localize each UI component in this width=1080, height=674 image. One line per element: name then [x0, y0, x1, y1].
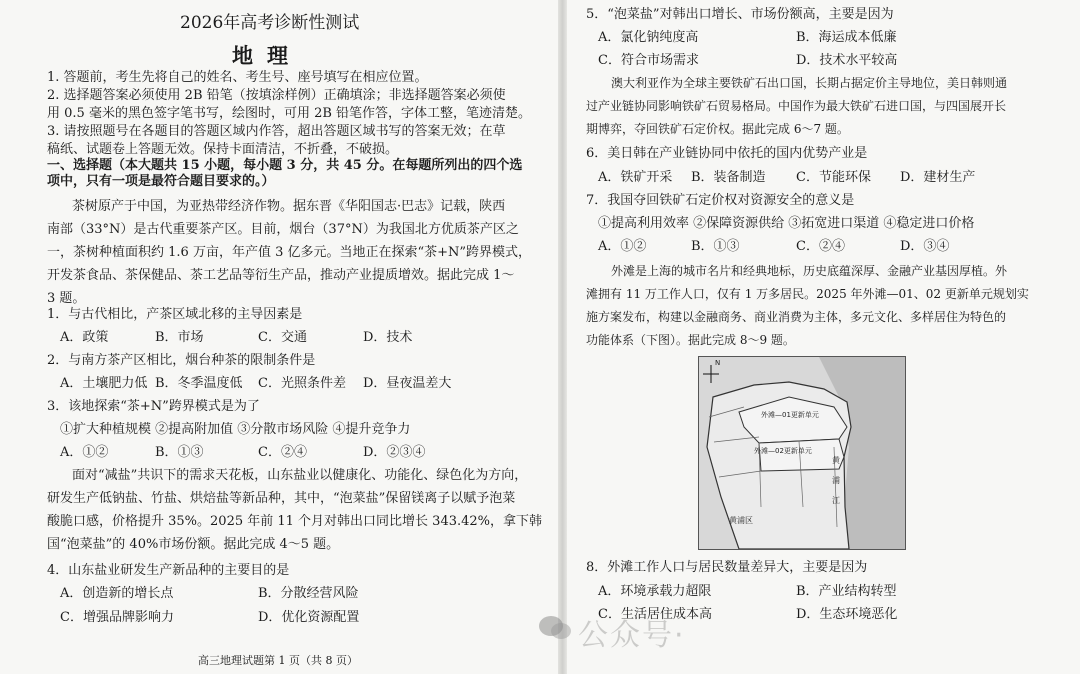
q1-option-c: C．交通 — [258, 330, 307, 345]
q7-stem: 7．我国夺回铁矿石定价权对资源安全的意义是 — [586, 193, 855, 208]
subject-title: 地理 — [232, 43, 302, 68]
page-footer: 高三地理试题第 1 页（共 8 页） — [198, 654, 358, 667]
q3-stem: 3．该地探索“茶+N”跨界模式是为了 — [47, 399, 260, 414]
passage1-line1: 茶树原产于中国，为亚热带经济作物。据东晋《华阳国志·巴志》记载，陕西 — [72, 199, 506, 214]
passage2-line1: 面对“减盐”共识下的需求天花板，山东盐业以健康化、功能化、绿色化为方向， — [72, 468, 528, 483]
instruction-3a: 3. 请按照题号在各题目的答题区域内作答，超出答题区域书写的答案无效；在草 — [47, 124, 506, 139]
passage3-line1: 澳大利亚作为全球主要铁矿石出口国，长期占据定价主导地位，美日韩则通 — [611, 76, 1008, 90]
passage2-line2: 研发生产低钠盐、竹盐、烘焙盐等新品种，其中，“泡菜盐”保留镁离子以赋予泡菜 — [47, 491, 516, 506]
wechat-logo-icon — [537, 614, 573, 642]
watermark-text: 公众号· — [578, 618, 686, 653]
instruction-2a: 2. 选择题答案必须使用 2B 铅笔（按填涂样例）正确填涂；非选择题答案必须使 — [47, 88, 506, 103]
q2-option-a: A．土壤肥力低 — [60, 376, 148, 391]
q8-option-a: A．环境承载力超限 — [598, 584, 712, 599]
instruction-3b: 稿纸、试题卷上答题无效。保持卡面清洁，不折叠，不破损。 — [47, 142, 399, 157]
instruction-2b: 用 0.5 毫米的黑色签字笔书写，绘图时，可用 2B 铅笔作答，字体工整，笔迹清楚。 — [47, 106, 532, 121]
q6-option-b: B．装备制造 — [691, 170, 766, 185]
q6-option-c: C．节能环保 — [796, 170, 871, 185]
page-fold — [558, 0, 567, 674]
unit-02-label: 外滩—02更新单元 — [754, 447, 812, 455]
unit-01-label: 外滩—01更新单元 — [761, 411, 819, 419]
passage4-line2: 滩拥有 11 万工作人口，仅有 1 万多居民。2025 年外滩—01、02 更新单元规划实 — [586, 287, 1029, 301]
passage3-line3: 期博弈，夺回铁矿石定价权。据此完成 6～7 题。 — [586, 122, 849, 136]
passage1-line2: 南部（33°N）是古代重要茶产区。目前，烟台（37°N）为我国北方优质茶产区之 — [47, 222, 519, 237]
q4-option-c: C．增强品牌影响力 — [60, 610, 174, 625]
q8-option-b: B．产业结构转型 — [796, 584, 897, 599]
q8-option-d: D．生态环境恶化 — [796, 607, 898, 622]
q5-option-a: A．氯化钠纯度高 — [598, 30, 699, 45]
q4-stem: 4．山东盐业研发生产新品种的主要目的是 — [47, 563, 290, 578]
q2-option-b: B．冬季温度低 — [155, 376, 243, 391]
district-label: 黄浦区 — [729, 516, 753, 525]
river-label-2: 浦 — [832, 476, 840, 485]
river-label-3: 江 — [832, 496, 840, 505]
q3-option-a: A．①② — [60, 445, 109, 460]
q3-option-c: C．②④ — [258, 445, 307, 460]
q7-option-c: C．②④ — [796, 239, 845, 254]
passage2-line3: 酸脆口感，价格提升 35%。2025 年前 11 个月对韩出口同比增长 343.42%，拿下韩 — [47, 514, 543, 529]
q7-option-d: D．③④ — [900, 239, 950, 254]
passage4-line4: 功能体系（下图）。据此完成 8～9 题。 — [586, 333, 795, 347]
passage1-line5: 3 题。 — [47, 291, 86, 306]
q1-stem: 1．与古代相比，产茶区域北移的主导因素是 — [47, 307, 303, 322]
q3-option-b: B．①③ — [155, 445, 204, 460]
north-label: N — [715, 359, 721, 367]
q6-option-a: A．铁矿开采 — [598, 170, 673, 185]
instruction-1: 1. 答题前，考生先将自己的姓名、考生号、座号填写在相应位置。 — [47, 70, 428, 85]
q8-option-c: C．生活居住成本高 — [598, 607, 712, 622]
unit-02-boundary — [759, 439, 844, 471]
bund-map-figure — [698, 356, 906, 550]
q3-option-d: D．②③④ — [363, 445, 426, 460]
passage3-line2: 过产业链协同影响铁矿石贸易格局。中国作为最大铁矿石进口国，与四国展开长 — [586, 99, 1007, 113]
q4-option-b: B．分散经营风险 — [258, 586, 359, 601]
q5-option-c: C．符合市场需求 — [598, 53, 699, 68]
q2-stem: 2．与南方茶产区相比，烟台种茶的限制条件是 — [47, 353, 316, 368]
passage4-line1: 外滩是上海的城市名片和经典地标，历史底蕴深厚、金融产业基因厚植。外 — [611, 264, 1008, 278]
q7-choices: ①提高利用效率 ②保障资源供给 ③拓宽进口渠道 ④稳定进口价格 — [598, 216, 975, 231]
passage1-line3: 一，茶树种植面积约 1.6 万亩，年产值 3 亿多元。当地正在探索“茶+N”跨界模式， — [47, 245, 532, 260]
passage4-line3: 施方案发布，构建以金融商务、商业消费为主体，多元文化、多样居住为特色的 — [586, 310, 1007, 324]
q3-choices: ①扩大种植规模 ②提高附加值 ③分散市场风险 ④提升竞争力 — [60, 422, 411, 437]
q6-option-d: D．建材生产 — [900, 170, 976, 185]
passage2-line4: 国“泡菜盐”的 40%市场份额。据此完成 4～5 题。 — [47, 537, 340, 552]
q4-option-a: A．创造新的增长点 — [60, 586, 174, 601]
q4-option-d: D．优化资源配置 — [258, 610, 360, 625]
q5-option-d: D．技术水平较高 — [796, 53, 898, 68]
q8-stem: 8．外滩工作人口与居民数量差异大，主要是因为 — [586, 560, 868, 575]
exam-title: 2026年高考诊断性测试 — [180, 13, 360, 33]
q2-option-c: C．光照条件差 — [258, 376, 346, 391]
section-heading-2: 项中，只有一项是最符合题目要求的。） — [47, 174, 275, 189]
river-label-1: 黄 — [832, 456, 840, 465]
q7-option-a: A．①② — [598, 239, 647, 254]
q2-option-d: D．昼夜温差大 — [363, 376, 452, 391]
passage1-line4: 开发茶食品、茶保健品、茶工艺品等衍生产品，推动产业提质增效。据此完成 1～ — [47, 268, 515, 283]
section-heading-1: 一、选择题（本大题共 15 小题，每小题 3 分，共 45 分。在每题所列出的四个选 — [47, 158, 523, 173]
q7-option-b: B．①③ — [691, 239, 740, 254]
q1-option-b: B．市场 — [155, 330, 204, 345]
q1-option-d: D．技术 — [363, 330, 413, 345]
q5-stem: 5．“泡菜盐”对韩出口增长、市场份额高，主要是因为 — [586, 7, 894, 22]
q1-option-a: A．政策 — [60, 330, 109, 345]
q5-option-b: B．海运成本低廉 — [796, 30, 897, 45]
q6-stem: 6．美日韩在产业链协同中依托的国内优势产业是 — [586, 146, 868, 161]
